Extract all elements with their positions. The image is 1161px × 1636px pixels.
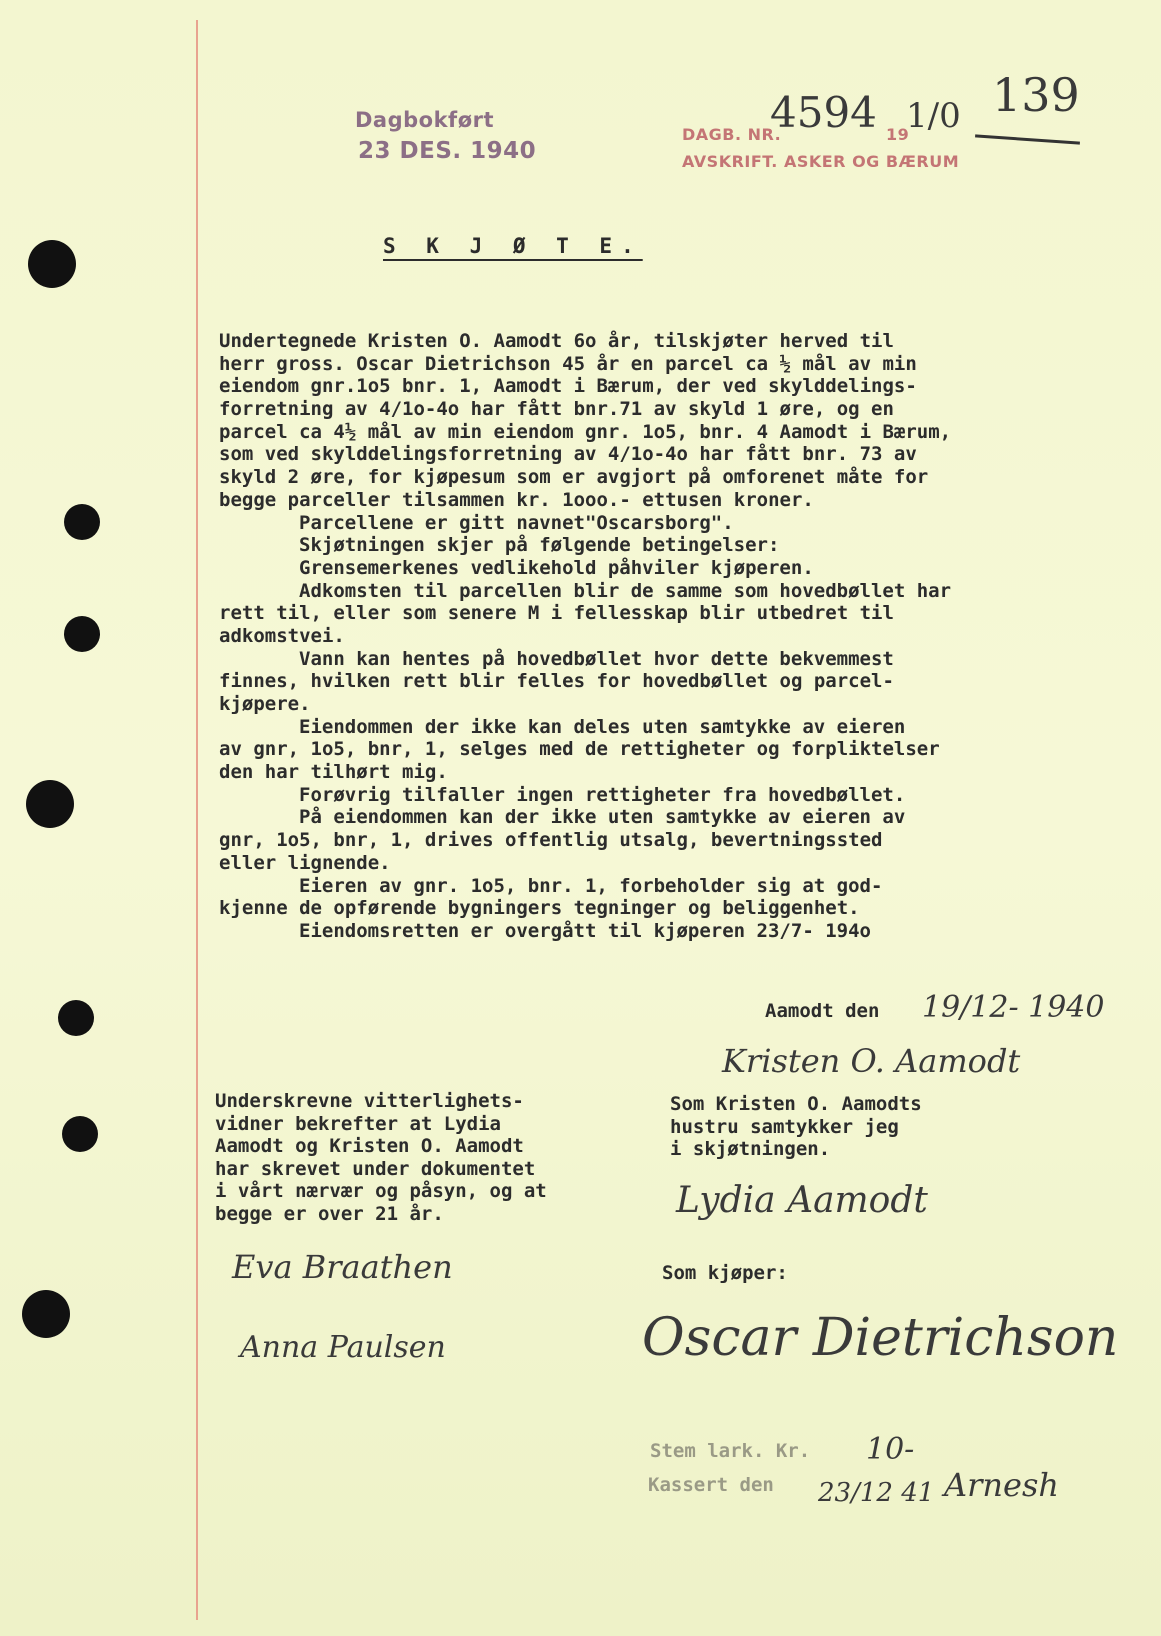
- page-number-underline: [975, 134, 1080, 144]
- body-line: Eieren av gnr. 1o5, bnr. 1, forbeholder sig at god-: [299, 874, 883, 897]
- place-date-value: 19/12- 1940: [922, 990, 1105, 1025]
- body-line: eller lignende.: [219, 851, 391, 874]
- fee-line1-label: Stem lark. Kr.: [650, 1440, 811, 1462]
- body-line: begge parceller tilsammen kr. 1ooo.- ettusen kroner.: [219, 488, 814, 511]
- body-line: Parcellene er gitt navnet"Oscarsborg".: [299, 511, 734, 534]
- fee-line2-date: 23/12 41: [818, 1478, 935, 1508]
- body-line: gnr, 1o5, bnr, 1, drives offentlig utsalg, bevertningssted: [219, 829, 883, 852]
- fee-line2-signature: Arnesh: [944, 1466, 1059, 1504]
- fee-line1-value: 10-: [866, 1432, 915, 1467]
- dagb-nr-fraction: 1/0: [906, 96, 961, 136]
- body-line: kjenne de opførende bygningers tegninger og beliggenhet.: [219, 897, 860, 920]
- body-line: som ved skylddelingsforretning av 4/1o-4o har fått bnr. 73 av: [219, 443, 917, 466]
- deed-body: [219, 330, 1099, 943]
- fee-line2-label: Kassert den: [648, 1474, 774, 1496]
- dagbokfort-stamp-label: Dagbokført: [355, 108, 495, 132]
- body-line: Eiendommen der ikke kan deles uten samtykke av eieren: [299, 715, 906, 738]
- witness-line: begge er over 21 år.: [215, 1202, 444, 1225]
- page-number: 139: [992, 68, 1080, 122]
- body-line: kjøpere.: [219, 693, 311, 715]
- buyer-signature: Oscar Dietrichson: [642, 1308, 1119, 1368]
- body-line: skyld 2 øre, for kjøpesum som er avgjort på omforenet måte for: [219, 466, 929, 489]
- witness1-signature: Eva Braathen: [232, 1248, 453, 1286]
- dagb-nr-suffix: 19: [886, 125, 910, 144]
- punch-hole: [26, 780, 74, 828]
- spouse-line: hustru samtykker jeg: [670, 1115, 899, 1138]
- buyer-label: Som kjøper:: [662, 1262, 788, 1284]
- punch-hole: [64, 504, 100, 540]
- body-line: Forøvrig tilfaller ingen rettigheter fra hovedbøllet.: [299, 783, 906, 806]
- body-line: På eiendommen kan der ikke uten samtykke av eieren av: [299, 806, 906, 829]
- punch-hole: [22, 1290, 70, 1338]
- document-title: S K J Ø T E.: [383, 234, 643, 258]
- witness2-signature: Anna Paulsen: [240, 1330, 446, 1365]
- place-date-label: Aamodt den: [765, 1000, 880, 1022]
- body-line: forretning av 4/1o-4o har fått bnr.71 av skyld 1 øre, og en: [219, 398, 894, 421]
- body-line: Vann kan hentes på hovedbøllet hvor dette bekvemmest: [299, 647, 894, 670]
- spouse-line: Som Kristen O. Aamodts: [670, 1093, 922, 1115]
- dagb-nr-label: DAGB. NR.: [682, 125, 782, 144]
- body-line: Grensemerkenes vedlikehold påhviler kjøperen.: [299, 556, 814, 579]
- witness-line: i vårt nærvær og påsyn, og at: [215, 1180, 547, 1202]
- body-line: Skjøtningen skjer på følgende betingelser:: [299, 534, 780, 557]
- witness-line: vidner bekrefter at Lydia: [215, 1112, 501, 1135]
- punch-hole: [58, 1000, 94, 1036]
- body-line: herr gross. Oscar Dietrichson 45 år en parcel ca ½ mål av min: [219, 352, 917, 375]
- body-line: den har tilhørt mig.: [219, 761, 448, 784]
- punch-hole: [64, 616, 100, 652]
- body-line: eiendom gnr.1o5 bnr. 1, Aamodt i Bærum, der ved skylddelings-: [219, 375, 917, 398]
- spouse-consent: [670, 1093, 922, 1161]
- body-line: rett til, eller som senere M i fellesskap blir utbedret til: [219, 602, 894, 625]
- body-line: Adkomsten til parcellen blir de samme som hovedbøllet har: [299, 579, 952, 602]
- punch-hole: [28, 240, 76, 288]
- margin-line: [196, 20, 198, 1620]
- seller-signature: Kristen O. Aamodt: [722, 1042, 1021, 1080]
- dagbokfort-stamp-date: 23 DES. 1940: [358, 138, 537, 164]
- avskrift-stamp: AVSKRIFT. ASKER OG BÆRUM: [682, 152, 960, 171]
- spouse-line: i skjøtningen.: [670, 1138, 831, 1160]
- punch-hole: [62, 1116, 98, 1152]
- body-line: adkomstvei.: [219, 624, 345, 647]
- body-line: Undertegnede Kristen O. Aamodt 6o år, tilskjøter herved til: [219, 330, 894, 352]
- witness-line: Underskrevne vitterlighets-: [215, 1090, 524, 1112]
- witness-line: har skrevet under dokumentet: [215, 1157, 536, 1180]
- body-line: Eiendomsretten er overgått til kjøperen 23/7- 194o: [299, 919, 871, 942]
- body-line: parcel ca 4½ mål av min eiendom gnr. 1o5, bnr. 4 Aamodt i Bærum,: [219, 420, 952, 443]
- witness-statement: [215, 1090, 547, 1225]
- body-line: finnes, hvilken rett blir felles for hovedbøllet og parcel-: [219, 670, 894, 693]
- spouse-signature: Lydia Aamodt: [676, 1180, 928, 1221]
- witness-line: Aamodt og Kristen O. Aamodt: [215, 1135, 524, 1157]
- body-line: av gnr, 1o5, bnr, 1, selges med de rettigheter og forpliktelser: [219, 738, 940, 761]
- dagb-nr-value: 4594: [770, 88, 877, 137]
